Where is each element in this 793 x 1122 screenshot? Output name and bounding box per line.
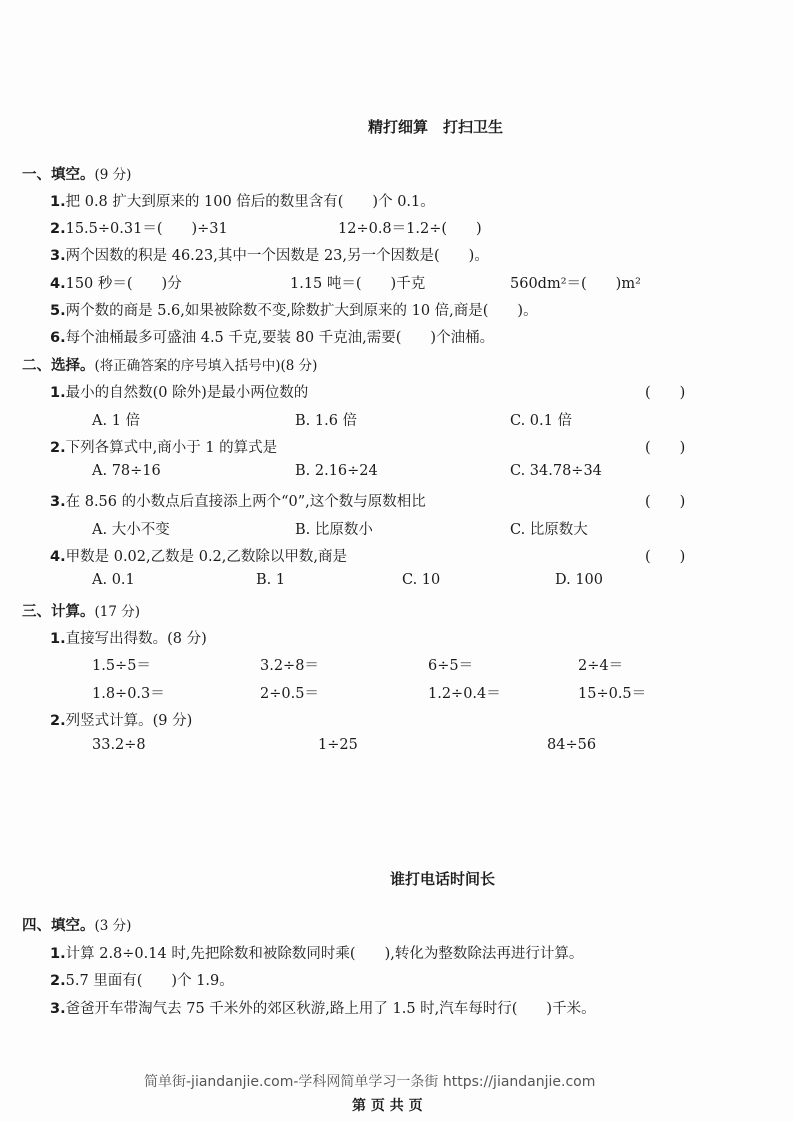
part2-score: (将正确答案的序号填入括号中)(8 分) <box>94 358 318 374</box>
vertical-calc-item: 33.2÷8 <box>92 737 146 753</box>
part3-score: (17 分) <box>94 604 141 620</box>
part2-q3 <box>50 490 426 511</box>
section-title-1: 精打细算 打扫卫生 <box>368 118 504 136</box>
option-c: C. 34.78÷34 <box>510 463 602 479</box>
vertical-calc-item: 84÷56 <box>547 737 597 753</box>
part1-q1 <box>50 190 435 211</box>
option-c: C. 比原数大 <box>510 522 588 538</box>
question-number: 1. <box>50 194 66 210</box>
question-number: 2. <box>50 713 66 729</box>
answer-paren: ( ) <box>645 549 686 565</box>
part1-score: (9 分) <box>94 167 132 183</box>
calc-item: 3.2÷8＝ <box>260 658 319 674</box>
part4-heading <box>22 914 131 935</box>
option-c: C. 0.1 倍 <box>510 413 572 429</box>
question-number: 2. <box>50 221 66 237</box>
question-text: 计算 2.8÷0.14 时,先把除数和被除数同时乘( ),转化为整数除法再进行计算。 <box>65 946 584 962</box>
option-b: B. 1.6 倍 <box>295 413 358 429</box>
option-d: D. 100 <box>555 572 604 588</box>
question-number: 6. <box>50 330 66 346</box>
section-title-2: 谁打电话时间长 <box>390 870 496 888</box>
option-b: B. 2.16÷24 <box>295 463 378 479</box>
vertical-calc-item: 1÷25 <box>318 737 358 753</box>
part1-heading-text: 一、填空。 <box>22 167 95 183</box>
part4-score: (3 分) <box>94 918 132 934</box>
question-text: 直接写出得数。(8 分) <box>65 631 207 647</box>
part4-q1 <box>50 942 583 963</box>
part2-q2 <box>50 436 277 457</box>
option-b: B. 1 <box>256 572 286 588</box>
part1-q2 <box>50 217 228 238</box>
question-text: 在 8.56 的小数点后直接添上两个“0”,这个数与原数相比 <box>65 494 426 510</box>
question-text: 两个数的商是 5.6,如果被除数不变,除数扩大到原来的 10 倍,商是( )。 <box>65 303 538 319</box>
calc-item: 15÷0.5＝ <box>578 686 647 702</box>
page-number: 第 页 共 页 <box>352 1098 423 1114</box>
question-text: 每个油桶最多可盛油 4.5 千克,要装 80 千克油,需要( )个油桶。 <box>65 330 495 346</box>
question-text-a: 150 秒＝( )分 <box>65 276 182 292</box>
question-number: 4. <box>50 549 66 565</box>
part2-q4 <box>50 545 347 566</box>
question-number: 2. <box>50 440 66 456</box>
question-text: 爸爸开车带淘气去 75 千米外的郊区秋游,路上用了 1.5 时,汽车每时行( )千米。 <box>65 1001 596 1017</box>
part4-heading-text: 四、填空。 <box>22 918 95 934</box>
part1-q4-c: 560dm²＝( )m² <box>510 276 641 292</box>
part3-heading-text: 三、计算。 <box>22 604 95 620</box>
question-number: 2. <box>50 973 66 989</box>
part2-heading-text: 二、选择。 <box>22 358 95 374</box>
question-number: 3. <box>50 1001 66 1017</box>
question-text-a: 15.5÷0.31＝( )÷31 <box>65 221 228 237</box>
part3-heading <box>22 600 140 621</box>
option-b: B. 比原数小 <box>295 522 373 538</box>
question-number: 3. <box>50 248 66 264</box>
question-number: 1. <box>50 631 66 647</box>
answer-paren: ( ) <box>645 440 686 456</box>
option-a: A. 大小不变 <box>92 522 170 538</box>
question-text: 两个因数的积是 46.23,其中一个因数是 23,另一个因数是( )。 <box>65 248 489 264</box>
part1-q2-b: 12÷0.8＝1.2÷( ) <box>338 221 482 237</box>
part2-heading <box>22 354 317 375</box>
part1-heading <box>22 163 131 184</box>
question-text: 把 0.8 扩大到原来的 100 倍后的数里含有( )个 0.1。 <box>65 194 435 210</box>
question-number: 3. <box>50 494 66 510</box>
option-a: A. 0.1 <box>92 572 135 588</box>
part3-sub2 <box>50 709 192 730</box>
question-number: 1. <box>50 946 66 962</box>
option-a: A. 1 倍 <box>92 413 141 429</box>
question-text: 甲数是 0.02,乙数是 0.2,乙数除以甲数,商是 <box>65 549 347 565</box>
calc-item: 1.8÷0.3＝ <box>92 686 165 702</box>
answer-paren: ( ) <box>645 494 686 510</box>
part1-q3 <box>50 244 489 265</box>
part3-sub1 <box>50 627 207 648</box>
question-text: 下列各算式中,商小于 1 的算式是 <box>65 440 278 456</box>
answer-paren: ( ) <box>645 385 686 401</box>
part1-q5 <box>50 299 538 320</box>
calc-item: 2÷0.5＝ <box>260 686 319 702</box>
option-a: A. 78÷16 <box>92 463 161 479</box>
part1-q6 <box>50 326 494 347</box>
question-text: 最小的自然数(0 除外)是最小两位数的 <box>65 385 309 401</box>
part4-q2 <box>50 969 234 990</box>
question-text: 列竖式计算。(9 分) <box>65 713 193 729</box>
calc-item: 1.5÷5＝ <box>92 658 151 674</box>
option-c: C. 10 <box>402 572 441 588</box>
footer-watermark: 简单街-jiandanjie.com-学科网简单学习一条街 https://jiandanjie.com <box>144 1074 596 1090</box>
part1-q4-b: 1.15 吨＝( )千克 <box>290 276 426 292</box>
part1-q4 <box>50 272 182 293</box>
calc-item: 1.2÷0.4＝ <box>428 686 501 702</box>
question-number: 5. <box>50 303 66 319</box>
part2-q1 <box>50 381 308 402</box>
question-number: 4. <box>50 276 66 292</box>
question-text: 5.7 里面有( )个 1.9。 <box>65 973 234 989</box>
question-number: 1. <box>50 385 66 401</box>
part4-q3 <box>50 997 596 1018</box>
calc-item: 2÷4＝ <box>578 658 624 674</box>
calc-item: 6÷5＝ <box>428 658 474 674</box>
